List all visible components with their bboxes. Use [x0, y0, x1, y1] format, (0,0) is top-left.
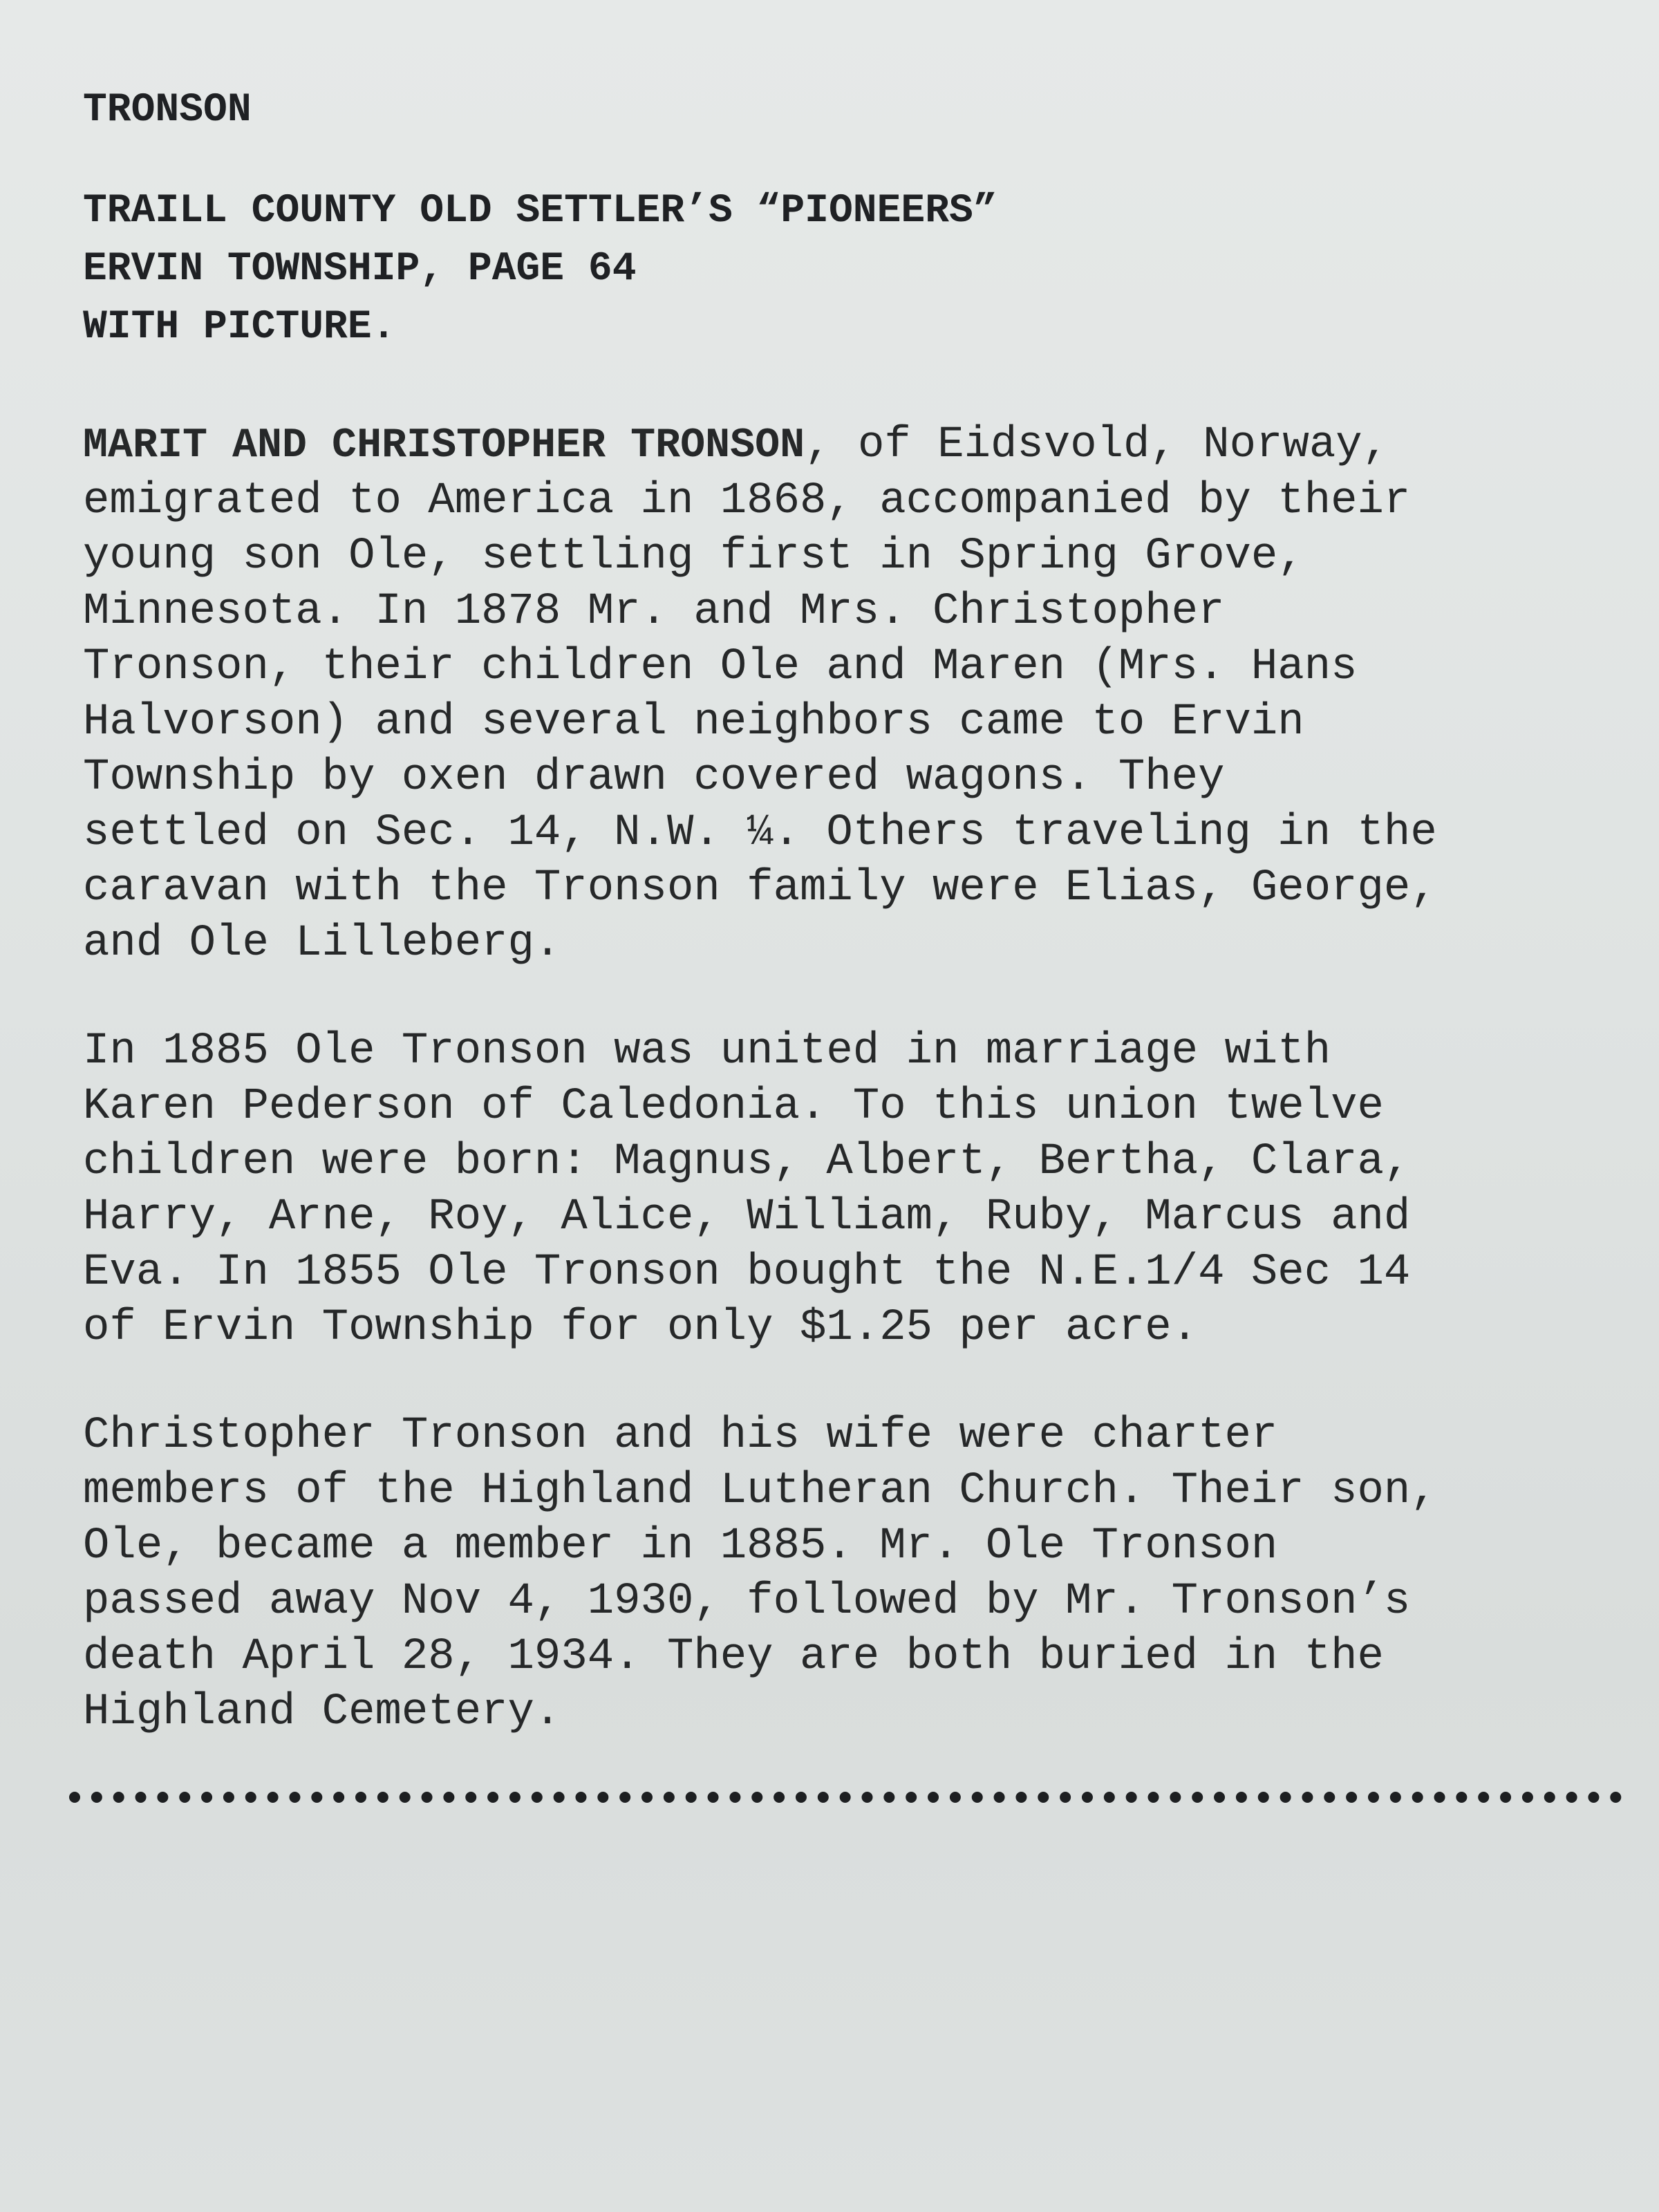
paragraph-line: Christopher Tronson and his wife were charter — [83, 1411, 1278, 1461]
dotted-separator — [69, 1792, 1622, 1803]
lead-names: MARIT AND CHRISTOPHER TRONSON — [83, 422, 805, 469]
heading-line-picture: WITH PICTURE. — [83, 305, 396, 350]
paragraph-emigration — [83, 418, 1659, 971]
paragraph-line: Highland Cemetery. — [83, 1687, 561, 1737]
paragraph-church — [83, 1408, 1659, 1740]
source-heading — [83, 182, 1659, 357]
paragraph-line: Eva. In 1855 Ole Tronson bought the N.E.1/4 Sec 14 — [83, 1248, 1411, 1297]
heading-line-township: ERVIN TOWNSHIP, PAGE 64 — [83, 247, 637, 292]
line-text: , of Eidsvold, Norway, — [805, 420, 1389, 470]
paragraph-line: Township by oxen drawn covered wagons. They — [83, 753, 1225, 803]
paragraph-line: young son Ole, settling first in Spring Grove, — [83, 532, 1304, 581]
paragraph-line: Minnesota. In 1878 Mr. and Mrs. Christopher — [83, 587, 1225, 637]
paragraph-line: Karen Pederson of Caledonia. To this union twelve — [83, 1082, 1384, 1132]
paragraph-line — [83, 418, 1659, 474]
paragraph-marriage — [83, 1024, 1659, 1356]
paragraph-line: Halvorson) and several neighbors came to Ervin — [83, 697, 1304, 747]
paragraph-line: Harry, Arne, Roy, Alice, William, Ruby, Marcus and — [83, 1192, 1411, 1242]
paragraph-line: death April 28, 1934. They are both buried in the — [83, 1632, 1384, 1682]
paragraph-line: Tronson, their children Ole and Maren (Mrs. Hans — [83, 642, 1358, 692]
paragraph-line: caravan with the Tronson family were Elias, George, — [83, 863, 1437, 913]
paragraph-line: and Ole Lilleberg. — [83, 919, 561, 968]
paragraph-line: settled on Sec. 14, N.W. ¼. Others traveling in the — [83, 808, 1437, 858]
heading-line-source: TRAILL COUNTY OLD SETTLER’S “PIONEERS” — [83, 189, 997, 234]
paragraph-line: passed away Nov 4, 1930, followed by Mr. Tronson’s — [83, 1577, 1411, 1627]
paragraph-line: emigrated to America in 1868, accompanied by their — [83, 476, 1411, 526]
paragraph-line: members of the Highland Lutheran Church. Their son, — [83, 1466, 1437, 1516]
paragraph-line: of Ervin Township for only $1.25 per acre. — [83, 1303, 1199, 1353]
paragraph-line: In 1885 Ole Tronson was united in marriage with — [83, 1027, 1331, 1076]
surname-title: TRONSON — [83, 88, 252, 133]
paragraph-line: children were born: Magnus, Albert, Bertha, Clara, — [83, 1137, 1411, 1187]
paragraph-line: Ole, became a member in 1885. Mr. Ole Tronson — [83, 1521, 1278, 1571]
